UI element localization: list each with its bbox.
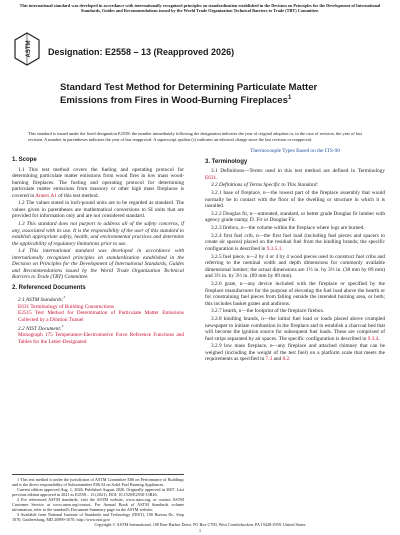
annex-a1-link[interactable]: Annex A1 bbox=[35, 192, 57, 199]
title-text: Standard Test Method for Determining Particulate Matter Emissions from Fires in Wood-Burning Fireplaces bbox=[60, 82, 318, 107]
page-number: 1 bbox=[198, 528, 202, 533]
footnote-1: 1 This test method is under the jurisdiction of ASTM Committee E06 on Performance of Buildings and is the direct responsibility of Subcommittee E06.54 on Solid Fuel Burning Appliances. bbox=[12, 477, 184, 487]
terminology-heading: 3. Terminology bbox=[205, 158, 248, 165]
standard-note: This standard is issued under the fixed designation E2558; the number immediately following the designation indicates the year of original adoption or, in the case of revision, the year of last revision. A number in parentheses indicates the year of last reapproval. A superscript epsilon (ε) indicates an editorial change since the last revision or reapproval. bbox=[28, 131, 362, 142]
section-3-2-4: 3.2.4 first fuel crib, n—the first fuel load (including fuel pieces and spacers to create air spaces) placed on the residual fuel from the kindling brands; the specific configuration is described in 9.3.5.1. bbox=[205, 232, 385, 252]
section-1-4: 1.4 This international standard was developed in accordance with internationally recognized principles on standardization established in the Decision on Principles for the Development of International Standards, Guides and Recommendations issued by the World Trade Organization Technical Barriers to Trade (TBT) Committee. bbox=[12, 248, 184, 281]
section-1-2: 1.2 The values stated in inch-pound units are to be regarded as standard. The values given in parentheses are mathematical conversions to SI units that are provided for information only and are not considered standard. bbox=[12, 200, 184, 220]
logo-text: ASTM bbox=[26, 40, 32, 58]
ref-monograph-175[interactable]: Monograph 175 Temperature-Electromotive Force Reference Functions and Tables for the Letter-Designated bbox=[18, 332, 184, 345]
page-title bbox=[60, 82, 360, 107]
section-3-2-1: 3.2.1 base of fireplace, n—the lowest part of the fireplace assembly that would normally be in contact with the floor of the dwelling or structure in which it is installed. bbox=[205, 190, 385, 210]
footnotes bbox=[12, 474, 184, 522]
footnote-1-edition: Current edition approved Aug. 1, 2026. Published August 2026. Originally approved in 2007. Last previous edition approved in 2021 as E2558 – 13 (2021). DOI: 10.1520/E2558-13R26. bbox=[12, 487, 184, 497]
link-8-2[interactable]: 8.2 bbox=[282, 356, 290, 363]
section-3-2-9: 3.2.9 low mass fireplace, n—any fireplace and attached chimney that can be weighed (including the weight of the test fuel) on a platform scale that meets the requirements as specified in 7.3 and 8.2. bbox=[205, 343, 385, 363]
section-3-1: 3.1 Definitions—Terms used in this test method are defined in Terminology E631. bbox=[205, 168, 385, 181]
footnote-2: 2 For referenced ASTM standards, visit the ASTM website, www.astm.org, or contact ASTM Customer Service at www.astm.org/contact. For Annual Book of ASTM Standards volume information, refer to the standard's Document Summary page on the ASTM website. bbox=[12, 497, 184, 512]
section-1-3: 1.3 This standard does not purport to address all of the safety concerns, if any, associated with its use. It is the responsibility of the user of this standard to establish appropriate safety, health, and environmental practices and determine the applicability of regulatory limitations prior to use. bbox=[12, 221, 184, 247]
title-footnote-mark: 1 bbox=[287, 95, 292, 102]
ref-e2515[interactable]: E2515 Test Method for Determination of Particulate Matter Emissions Collected by a Dilution Tunnel bbox=[18, 310, 184, 323]
top-note: This international standard was developed in accordance with internationally recognized principles on standardization established in the Decision on Principles for the Development of International Standards, Guides and Recommendations issued by the World Trade Organization Technical Barriers to Trade (TBT) Committee. bbox=[19, 3, 381, 14]
section-3-2-6: 3.2.6 grate, n—any device included with the fireplace or specified by the fireplace manufacturer for the purpose of elevating the fuel load above the hearth or for constraining fuel pieces from falling outside the intended burning area, or both; this includes basket grates and andirons. bbox=[205, 281, 385, 307]
copyright-line: Copyright © ASTM International, 100 Barr Harbor Drive, PO Box C700, West Conshohocken, PA 19428-2959. United States bbox=[94, 522, 306, 527]
ref-monograph-continued[interactable]: Thermocouple Types Based on the ITS-90 bbox=[250, 148, 340, 154]
section-3-2-5: 3.2.5 fuel piece, n—2 by 4 or 4 by 4 wood pieces used to construct fuel cribs and referring to the nominal width and depth dimensions for commonly available dimensional lumber; the actual dimensions are 1½ in. by 3½ in. (38 mm by 89 mm) and 3½ in. by 3½ in. (89 mm by 89 mm). bbox=[205, 253, 385, 280]
section-3-2-7: 3.2.7 hearth, n—the footprint of the fireplace firebox. bbox=[211, 308, 325, 315]
scope-heading: 1. Scope bbox=[12, 157, 37, 163]
section-3-2-8: 3.2.8 kindling brands, n—the initial fuel load or loads placed above crumpled newspaper to initiate combustion in the fireplace and to establish a charcoal bed that will become the ignition source for subsequent fuel loads. These are comprised of fuel strips separated by air spaces. The specific configuration is described in 9.3.4. bbox=[205, 316, 385, 342]
ref-e631[interactable]: E631 Terminology of Building Constructions bbox=[18, 303, 115, 310]
astm-standards-label: 2.1 ASTM Standards:$^2$ bbox=[18, 295, 66, 304]
link-9-3-5-1[interactable]: 9.3.5.1 bbox=[266, 245, 282, 252]
astm-logo bbox=[14, 32, 40, 66]
section-1-1: 1.1 This test method covers the fueling and operating protocol for determining particulate matter emissions from wood fires in low mass wood-burning fireplaces. The fueling and operating protocol for determining particulate matter emissions from masonry or other high mass fireplaces is covered in Annex A1 of this test method. bbox=[12, 166, 184, 199]
references-heading: 2. Referenced Documents bbox=[12, 284, 86, 291]
section-3-2-2: 3.2.2 Douglas fir, n—untreated, standard, or better grade Douglas fir lumber with agency grade stamp; D. Fir or Douglas Fir. bbox=[205, 210, 385, 224]
nist-document-label: 2.2 NIST Document:$^3$ bbox=[18, 324, 64, 332]
right-column bbox=[205, 148, 385, 364]
section-3-2: 3.2 Definitions of Terms Specific to This Standard: bbox=[211, 182, 319, 189]
link-9-3-4[interactable]: 9.3.4 bbox=[367, 335, 379, 342]
section-3-2-3: 3.2.3 firebox, n—the volume within the fireplace where logs are burned. bbox=[211, 225, 365, 232]
designation: Designation: E2558 – 13 (Reapproved 2026) bbox=[48, 47, 235, 57]
e631-link[interactable]: E631 bbox=[205, 174, 217, 181]
footnote-3: 3 Available from National Institute of Standards and Technology (NIST), 100 Bureau Dr., Stop 1070, Gaithersburg, MD 20899-1070, http://www.nist.gov. bbox=[12, 512, 184, 522]
left-column bbox=[12, 153, 184, 345]
link-7-3[interactable]: 7.3 bbox=[265, 356, 273, 363]
